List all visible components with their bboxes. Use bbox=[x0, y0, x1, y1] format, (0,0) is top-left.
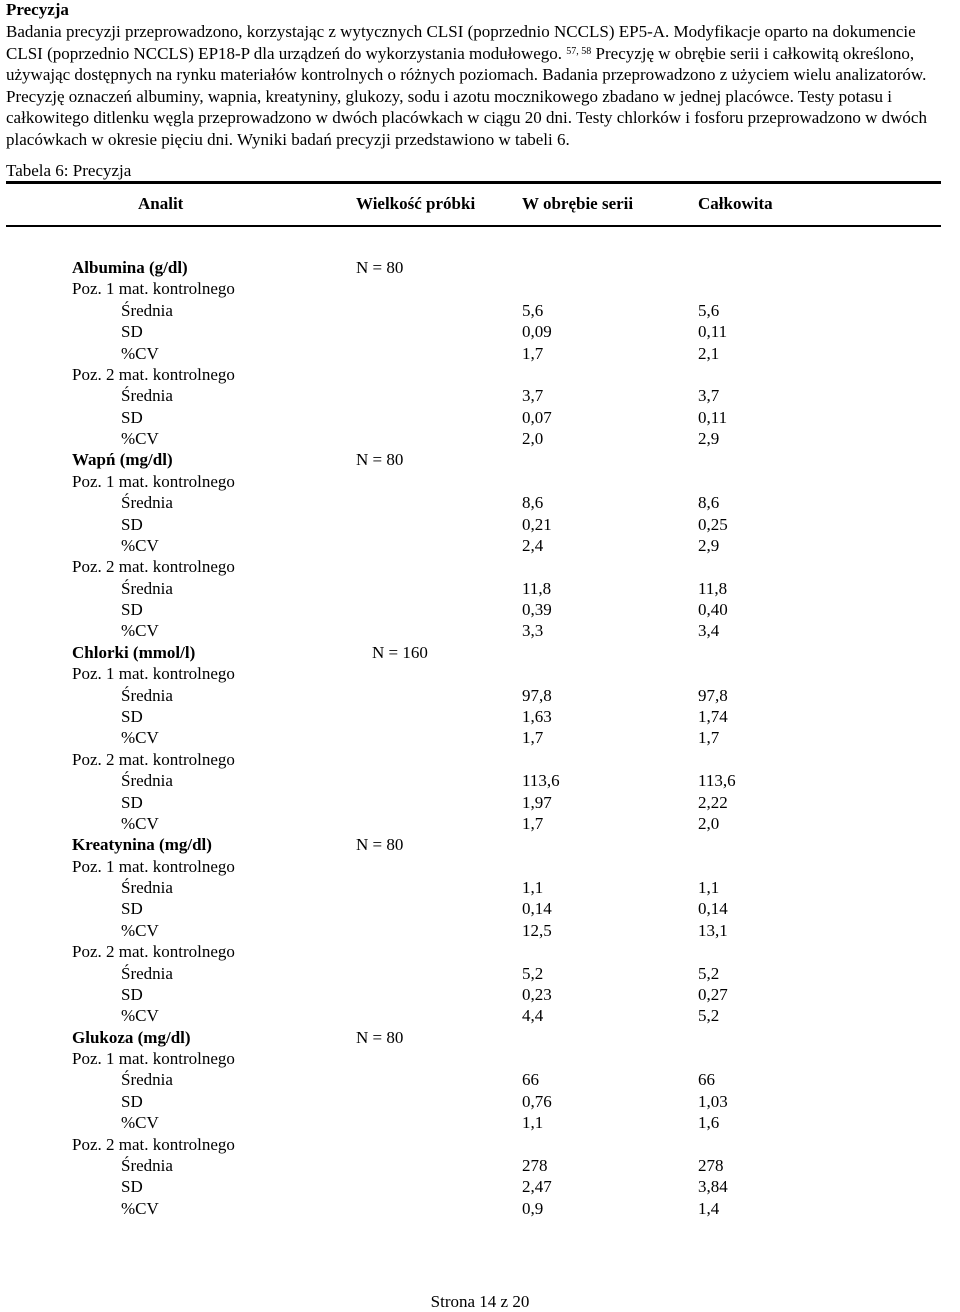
total-cell: 2,0 bbox=[698, 813, 720, 833]
row-label: %CV bbox=[121, 1113, 159, 1133]
table-caption: Tabela 6: Precyzja bbox=[6, 161, 132, 180]
within-run-cell: 3,7 bbox=[522, 386, 544, 406]
stat-row bbox=[0, 1069, 960, 1090]
total-cell: 5,2 bbox=[698, 1006, 720, 1026]
row-label: Poz. 1 mat. kontrolnego bbox=[72, 664, 235, 684]
row-label: Poz. 2 mat. kontrolnego bbox=[72, 557, 235, 577]
row-label: Średnia bbox=[121, 1155, 173, 1175]
within-run-cell: 8,6 bbox=[522, 493, 544, 513]
stat-row bbox=[0, 1112, 960, 1133]
control-level-row bbox=[0, 749, 960, 770]
row-label: %CV bbox=[121, 535, 159, 555]
intro-paragraph bbox=[6, 21, 941, 151]
row-label: %CV bbox=[121, 920, 159, 940]
total-cell: 8,6 bbox=[698, 493, 720, 513]
section-title: Precyzja bbox=[6, 0, 69, 19]
row-label: SD bbox=[121, 1091, 143, 1111]
stat-row bbox=[0, 492, 960, 513]
intro-text-part2: Precyzję w obrębie serii i całkowitą określono, używając dostępnych na rynku materiałów kontrolnych o różnych poziomach. Badania przeprowadzono z użyciem wielu analizatorów. Precyzję oznaczeń albuminy, wapnia, kreatyniny, glukozy, sodu i azotu mocznikowego zbadano w jednej placówce. Testy potasu i całkowitego ditlenku węgla przeprowadzono w dwóch placówkach w ciągu 20 dni. Testy chlorków i fosforu przeprowadzono w dwóch placówkach w okresie pięciu dni. Wyniki badań precyzji przedstawiono w tabeli 6. bbox=[6, 43, 927, 149]
intro-text-part1: Badania precyzji przeprowadzono, korzystając z wytycznych CLSI (poprzednio NCCLS) EP5-A. Modyfikacje oparto na dokumencie CLSI (poprzednio NCCLS) EP18-P dla urządzeń do wykorzystania modułowego. bbox=[6, 22, 916, 63]
total-cell: 1,6 bbox=[698, 1113, 720, 1133]
stat-row bbox=[0, 920, 960, 941]
total-cell: 5,6 bbox=[698, 300, 720, 320]
row-label: SD bbox=[121, 984, 143, 1004]
row-label: Średnia bbox=[121, 771, 173, 791]
stat-row bbox=[0, 685, 960, 706]
row-label: %CV bbox=[121, 621, 159, 641]
total-cell: 1,1 bbox=[698, 878, 720, 898]
row-label: Średnia bbox=[121, 878, 173, 898]
row-label: Poz. 2 mat. kontrolnego bbox=[72, 749, 235, 769]
total-cell: 0,27 bbox=[698, 984, 728, 1004]
total-cell: 0,11 bbox=[698, 407, 728, 427]
row-label: SD bbox=[121, 1177, 143, 1197]
within-run-cell: 1,7 bbox=[522, 728, 544, 748]
row-label: Średnia bbox=[121, 963, 173, 983]
sample-size-cell: N = 80 bbox=[356, 450, 404, 470]
within-run-cell: 4,4 bbox=[522, 1006, 544, 1026]
within-run-cell: 1,1 bbox=[522, 878, 544, 898]
row-label: Poz. 2 mat. kontrolnego bbox=[72, 942, 235, 962]
total-cell: 97,8 bbox=[698, 685, 728, 705]
row-label: SD bbox=[121, 322, 143, 342]
within-run-cell: 5,2 bbox=[522, 963, 544, 983]
stat-row bbox=[0, 514, 960, 535]
stat-row bbox=[0, 706, 960, 727]
stat-row bbox=[0, 963, 960, 984]
within-run-cell: 0,9 bbox=[522, 1198, 544, 1218]
row-label: SD bbox=[121, 706, 143, 726]
within-run-cell: 2,0 bbox=[522, 429, 544, 449]
stat-row bbox=[0, 727, 960, 748]
stat-row bbox=[0, 792, 960, 813]
stat-row bbox=[0, 343, 960, 364]
stat-row bbox=[0, 385, 960, 406]
total-cell: 11,8 bbox=[698, 578, 728, 598]
page-footer bbox=[0, 1292, 960, 1312]
stat-row bbox=[0, 321, 960, 342]
total-cell: 2,1 bbox=[698, 343, 720, 363]
table-header-rule bbox=[6, 225, 941, 227]
total-cell: 1,4 bbox=[698, 1198, 720, 1218]
row-label: Średnia bbox=[121, 493, 173, 513]
total-cell: 13,1 bbox=[698, 920, 728, 940]
stat-row bbox=[0, 1198, 960, 1219]
stat-row bbox=[0, 1091, 960, 1112]
row-label: Poz. 1 mat. kontrolnego bbox=[72, 279, 235, 299]
row-label: SD bbox=[121, 899, 143, 919]
within-run-cell: 0,39 bbox=[522, 600, 552, 620]
total-cell: 3,84 bbox=[698, 1177, 728, 1197]
total-cell: 2,22 bbox=[698, 792, 728, 812]
sample-size-cell: N = 80 bbox=[356, 1027, 404, 1047]
sample-size-cell: N = 80 bbox=[356, 835, 404, 855]
stat-row bbox=[0, 770, 960, 791]
stat-row bbox=[0, 578, 960, 599]
row-label: %CV bbox=[121, 1006, 159, 1026]
row-label: Chlorki (mmol/l) bbox=[72, 642, 196, 662]
stat-row bbox=[0, 1155, 960, 1176]
stat-row bbox=[0, 898, 960, 919]
control-level-row bbox=[0, 1048, 960, 1069]
total-cell: 0,14 bbox=[698, 899, 728, 919]
row-label: SD bbox=[121, 792, 143, 812]
row-label: Średnia bbox=[121, 1070, 173, 1090]
row-label: Średnia bbox=[121, 685, 173, 705]
stat-row bbox=[0, 599, 960, 620]
stat-row bbox=[0, 984, 960, 1005]
row-label: Poz. 1 mat. kontrolnego bbox=[72, 471, 235, 491]
total-cell: 1,7 bbox=[698, 728, 720, 748]
total-cell: 3,7 bbox=[698, 386, 720, 406]
control-level-row bbox=[0, 278, 960, 299]
header-analyte: Analit bbox=[138, 194, 184, 213]
stat-row bbox=[0, 535, 960, 556]
total-cell: 0,40 bbox=[698, 600, 728, 620]
row-label: %CV bbox=[121, 728, 159, 748]
control-level-row bbox=[0, 364, 960, 385]
total-cell: 2,9 bbox=[698, 429, 720, 449]
stat-row bbox=[0, 1176, 960, 1197]
within-run-cell: 11,8 bbox=[522, 578, 552, 598]
row-label: %CV bbox=[121, 343, 159, 363]
row-label: Poz. 2 mat. kontrolnego bbox=[72, 1134, 235, 1154]
analyte-row bbox=[0, 449, 960, 470]
within-run-cell: 3,3 bbox=[522, 621, 544, 641]
within-run-cell: 1,1 bbox=[522, 1113, 544, 1133]
within-run-cell: 0,07 bbox=[522, 407, 552, 427]
stat-row bbox=[0, 1005, 960, 1026]
page-number: Strona 14 z 20 bbox=[430, 1292, 530, 1311]
within-run-cell: 0,09 bbox=[522, 322, 552, 342]
total-cell: 66 bbox=[698, 1070, 715, 1090]
total-cell: 278 bbox=[698, 1155, 724, 1175]
control-level-row bbox=[0, 471, 960, 492]
within-run-cell: 97,8 bbox=[522, 685, 552, 705]
analyte-row bbox=[0, 1027, 960, 1048]
stat-row bbox=[0, 620, 960, 641]
within-run-cell: 1,7 bbox=[522, 343, 544, 363]
row-label: %CV bbox=[121, 1198, 159, 1218]
citation-ref: 57, 58 bbox=[566, 45, 592, 57]
row-label: SD bbox=[121, 407, 143, 427]
stat-row bbox=[0, 428, 960, 449]
within-run-cell: 278 bbox=[522, 1155, 548, 1175]
control-level-row bbox=[0, 856, 960, 877]
total-cell: 3,4 bbox=[698, 621, 720, 641]
analyte-row bbox=[0, 834, 960, 855]
within-run-cell: 1,7 bbox=[522, 813, 544, 833]
row-label: SD bbox=[121, 600, 143, 620]
within-run-cell: 66 bbox=[522, 1070, 539, 1090]
row-label: Albumina (g/dl) bbox=[72, 258, 188, 277]
total-cell: 0,11 bbox=[698, 322, 728, 342]
stat-row bbox=[0, 877, 960, 898]
row-label: Wapń (mg/dl) bbox=[72, 450, 173, 470]
header-within-run: W obrębie serii bbox=[522, 194, 634, 213]
sample-size-cell: N = 80 bbox=[356, 258, 404, 277]
within-run-cell: 12,5 bbox=[522, 920, 552, 940]
control-level-row bbox=[0, 663, 960, 684]
row-label: Poz. 1 mat. kontrolnego bbox=[72, 1049, 235, 1069]
total-cell: 2,9 bbox=[698, 535, 720, 555]
within-run-cell: 2,4 bbox=[522, 535, 544, 555]
row-label: Kreatynina (mg/dl) bbox=[72, 835, 212, 855]
within-run-cell: 0,14 bbox=[522, 899, 552, 919]
control-level-row bbox=[0, 556, 960, 577]
total-cell: 1,74 bbox=[698, 706, 728, 726]
row-label: Poz. 1 mat. kontrolnego bbox=[72, 856, 235, 876]
stat-row bbox=[0, 813, 960, 834]
row-label: Poz. 2 mat. kontrolnego bbox=[72, 364, 235, 384]
sample-size-cell: N = 160 bbox=[372, 642, 428, 662]
analyte-row bbox=[0, 257, 960, 278]
control-level-row bbox=[0, 1134, 960, 1155]
within-run-cell: 2,47 bbox=[522, 1177, 552, 1197]
total-cell: 5,2 bbox=[698, 963, 720, 983]
header-sample-size: Wielkość próbki bbox=[356, 194, 476, 213]
within-run-cell: 113,6 bbox=[522, 771, 560, 791]
row-label: Glukoza (mg/dl) bbox=[72, 1027, 191, 1047]
stat-row bbox=[0, 407, 960, 428]
row-label: SD bbox=[121, 514, 143, 534]
within-run-cell: 1,63 bbox=[522, 706, 552, 726]
within-run-cell: 0,21 bbox=[522, 514, 552, 534]
within-run-cell: 0,23 bbox=[522, 984, 552, 1004]
total-cell: 0,25 bbox=[698, 514, 728, 534]
row-label: %CV bbox=[121, 813, 159, 833]
header-total: Całkowita bbox=[698, 194, 773, 213]
row-label: Średnia bbox=[121, 386, 173, 406]
row-label: Średnia bbox=[121, 578, 173, 598]
row-label: %CV bbox=[121, 429, 159, 449]
stat-row bbox=[0, 300, 960, 321]
within-run-cell: 5,6 bbox=[522, 300, 544, 320]
within-run-cell: 0,76 bbox=[522, 1091, 552, 1111]
total-cell: 113,6 bbox=[698, 771, 736, 791]
total-cell: 1,03 bbox=[698, 1091, 728, 1111]
row-label: Średnia bbox=[121, 300, 173, 320]
within-run-cell: 1,97 bbox=[522, 792, 552, 812]
analyte-row bbox=[0, 642, 960, 663]
table-top-rule bbox=[6, 181, 941, 184]
control-level-row bbox=[0, 941, 960, 962]
